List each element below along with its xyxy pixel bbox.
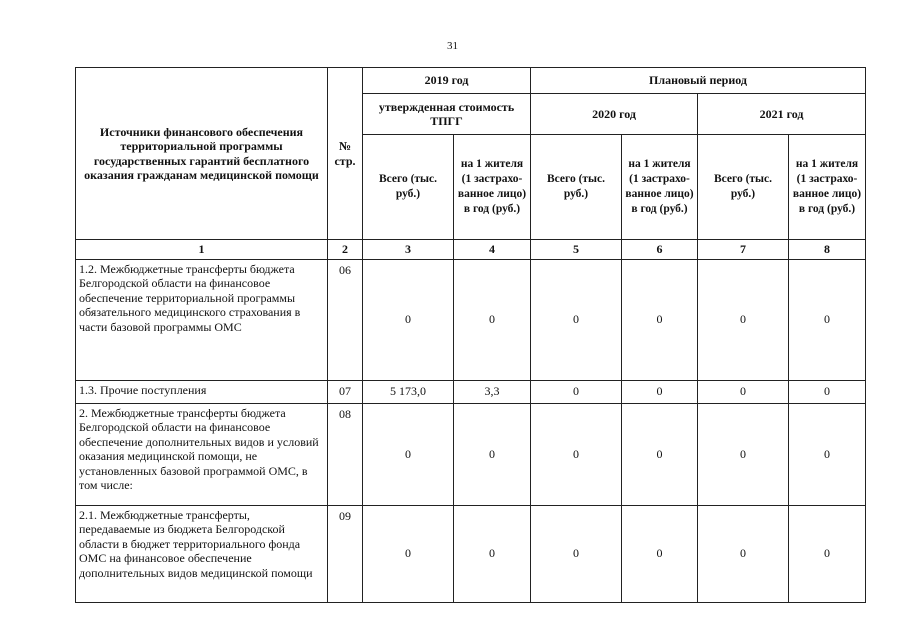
year-2019-header: 2019 год bbox=[363, 68, 531, 94]
plan-period-header: Плановый период bbox=[531, 68, 866, 94]
value-cell: 0 bbox=[531, 505, 622, 602]
value-cell: 3,3 bbox=[454, 380, 531, 403]
value-cell: 0 bbox=[698, 505, 789, 602]
row-number-header: № стр. bbox=[328, 68, 363, 240]
value-cell: 0 bbox=[622, 505, 698, 602]
value-cell: 0 bbox=[698, 403, 789, 505]
table-row bbox=[76, 380, 866, 403]
table-row bbox=[76, 259, 866, 380]
value-cell: 0 bbox=[698, 380, 789, 403]
total-2020-header: Всего (тыс. руб.) bbox=[531, 135, 622, 240]
value-cell: 0 bbox=[622, 380, 698, 403]
total-2021-header: Всего (тыс. руб.) bbox=[698, 135, 789, 240]
column-index: 2 bbox=[328, 240, 363, 260]
per-capita-2021-header: на 1 жителя (1 застрахо-ванное лицо) в год (руб.) bbox=[789, 135, 866, 240]
column-index: 5 bbox=[531, 240, 622, 260]
approved-cost-header: утвержденная стоимость ТПГГ bbox=[363, 94, 531, 135]
value-cell: 0 bbox=[363, 403, 454, 505]
value-cell: 0 bbox=[531, 403, 622, 505]
column-index: 1 bbox=[76, 240, 328, 260]
row-code: 06 bbox=[328, 259, 363, 380]
value-cell: 0 bbox=[622, 403, 698, 505]
value-cell: 0 bbox=[789, 403, 866, 505]
financing-table bbox=[75, 67, 866, 603]
value-cell: 0 bbox=[454, 259, 531, 380]
row-name: 2.1. Межбюджетные трансферты, передаваемые из бюджета Белгородской области в бюджет территориального фонда ОМС на финансовое обеспечение дополнительных видов медицинской помощи bbox=[76, 505, 328, 602]
row-code: 08 bbox=[328, 403, 363, 505]
row-name: 1.2. Межбюджетные трансферты бюджета Белгородской области на финансовое обеспечение территориальной программы обязательного медицинского страхования в части базовой программы ОМС bbox=[76, 259, 328, 380]
value-cell: 5 173,0 bbox=[363, 380, 454, 403]
page-number: 31 bbox=[447, 40, 458, 52]
total-2019-header: Всего (тыс. руб.) bbox=[363, 135, 454, 240]
value-cell: 0 bbox=[698, 259, 789, 380]
year-2021-header: 2021 год bbox=[698, 94, 866, 135]
column-index-row bbox=[76, 240, 866, 260]
value-cell: 0 bbox=[789, 380, 866, 403]
value-cell: 0 bbox=[789, 505, 866, 602]
value-cell: 0 bbox=[363, 505, 454, 602]
per-capita-2019-header: на 1 жителя (1 застрахо-ванное лицо) в год (руб.) bbox=[454, 135, 531, 240]
row-name: 2. Межбюджетные трансферты бюджета Белгородской области на финансовое обеспечение дополнительных видов и условий оказания медицинской помощи, не установленных базовой программой ОМС, в том числе: bbox=[76, 403, 328, 505]
source-column-header: Источники финансового обеспечения территориальной программы государственных гарантий бесплатного оказания гражданам медицинской помощи bbox=[76, 68, 328, 240]
row-code: 09 bbox=[328, 505, 363, 602]
row-code: 07 bbox=[328, 380, 363, 403]
year-2020-header: 2020 год bbox=[531, 94, 698, 135]
value-cell: 0 bbox=[622, 259, 698, 380]
value-cell: 0 bbox=[454, 505, 531, 602]
value-cell: 0 bbox=[531, 259, 622, 380]
column-index: 7 bbox=[698, 240, 789, 260]
value-cell: 0 bbox=[363, 259, 454, 380]
column-index: 6 bbox=[622, 240, 698, 260]
table-row bbox=[76, 403, 866, 505]
table-row bbox=[76, 505, 866, 602]
column-index: 3 bbox=[363, 240, 454, 260]
value-cell: 0 bbox=[531, 380, 622, 403]
column-index: 4 bbox=[454, 240, 531, 260]
column-index: 8 bbox=[789, 240, 866, 260]
value-cell: 0 bbox=[454, 403, 531, 505]
value-cell: 0 bbox=[789, 259, 866, 380]
row-name: 1.3. Прочие поступления bbox=[76, 380, 328, 403]
per-capita-2020-header: на 1 жителя (1 застрахо-ванное лицо) в год (руб.) bbox=[622, 135, 698, 240]
